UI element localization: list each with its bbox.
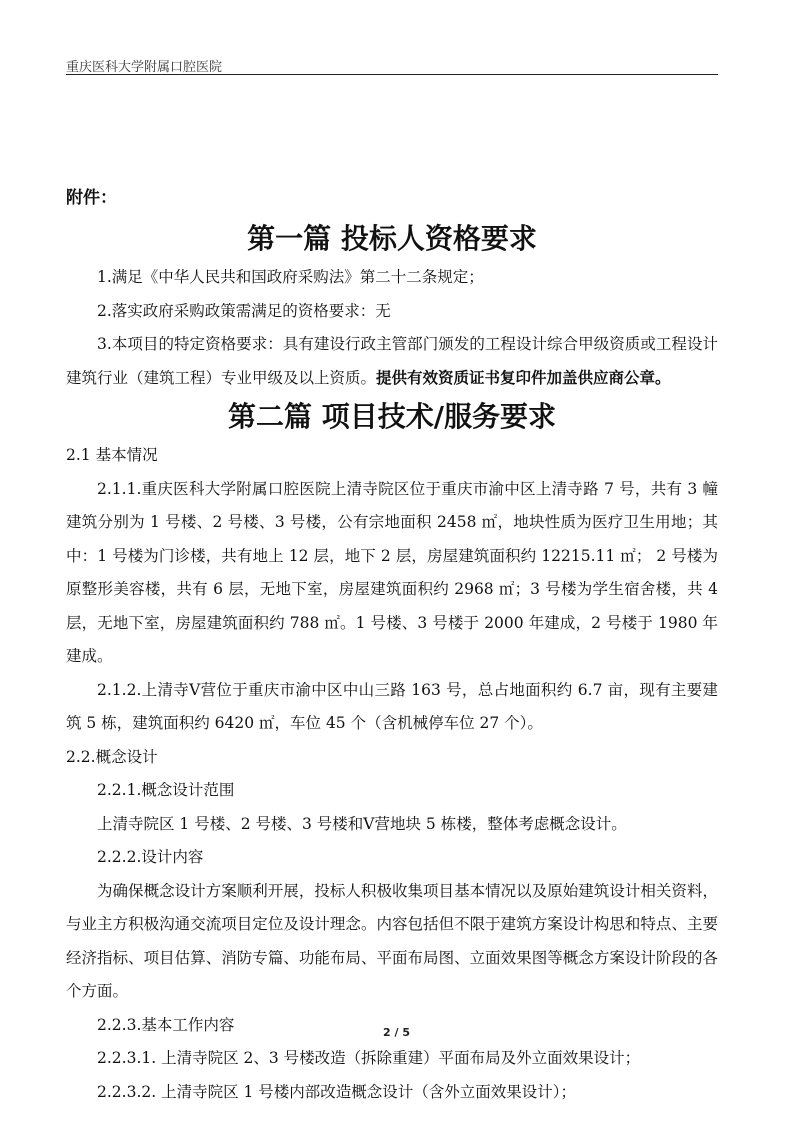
document-body [66,183,718,1109]
subsection-2-2-1-heading: 2.2.1.概念设计范围 [97,781,235,799]
requirement-2: 2.落实政府采购政策需满足的资格要求：无 [97,301,391,320]
page-number: 2 / 5 [383,1026,410,1039]
requirement-3 [66,328,718,395]
item-2-2-3-2: 2.2.3.2. 上清寺院区 1 号楼内部改造概念设计（含外立面效果设计）； [97,1082,577,1101]
requirement-3-bold: 提供有效资质证书复印件加盖供应商公章。 [376,368,671,387]
paragraph-2-2-2: 为确保概念设计方案顺利开展，投标人积极收集项目基本情况以及原始建筑设计相关资料，与业主方积极沟通交流项目定位及设计理念。内容包括但不限于建筑方案设计构思和特点、主要经济指标、项目估算、消防专篇、功能布局、平面布局图、立面效果图等概念方案设计阶段的各个方面。 [66,881,718,1000]
subsection-2-2-3-heading: 2.2.3.基本工作内容 [97,1015,235,1034]
part1-title: 第一篇 投标人资格要求 [247,222,537,255]
page-header [66,54,718,75]
paragraph-2-2-1: 上清寺院区 1 号楼、2 号楼、3 号楼和Ⅴ营地块 5 栋楼，整体考虑概念设计。 [97,814,627,833]
item-2-2-3-1: 2.2.3.1. 上清寺院区 2、3 号楼改造（拆除重建）平面布局及外立面效果设计； [97,1049,641,1067]
subsection-2-2-2-heading: 2.2.2.设计内容 [97,848,204,866]
section-2-2-heading: 2.2.概念设计 [66,747,158,766]
attachment-label: 附件： [66,188,117,208]
header-title: 重庆医科大学附属口腔医院 [66,60,223,75]
requirement-3-text: 3.本项目的特定资格要求：具有建设行政主管部门颁发的工程设计综合甲级资质或工程设计建筑行业（建筑工程）专业甲级及以上资质。 [66,335,718,387]
paragraph-2-1-2: 2.1.2.上清寺Ⅴ营位于重庆市渝中区中山三路 163 号，总占地面积约 6.7 亩，现有主要建筑 5 栋，建筑面积约 6420 ㎡，车位 45 个（含机械停车位 27 个）。 [66,680,718,732]
part2-title: 第二篇 项目技术/服务要求 [228,400,556,433]
section-2-1-heading: 2.1 基本情况 [66,446,158,464]
requirement-1: 1.满足《中华人民共和国政府采购法》第二十二条规定； [97,268,484,286]
paragraph-2-1-1: 2.1.1.重庆医科大学附属口腔医院上清寺院区位于重庆市渝中区上清寺路 7 号，共有 3 幢建筑分别为 1 号楼、2 号楼、3 号楼，公有宗地面积 2458 ㎡，地块性质为医疗卫生用地；其中：1 号楼为门诊楼，共有地上 12 层，地下 2 层，房屋建筑面积约 12215.11 ㎡； 2 号楼为原整形美容楼，共有 6 层，无地下室，房屋建筑面积约 2968 ㎡；3 号楼为学生宿舍楼，共 4 层，无地下室，房屋建筑面积约 788 ㎡。1 号楼、3 号楼于 2000 年建成，2 号楼于 1980 年建成。 [66,479,718,665]
